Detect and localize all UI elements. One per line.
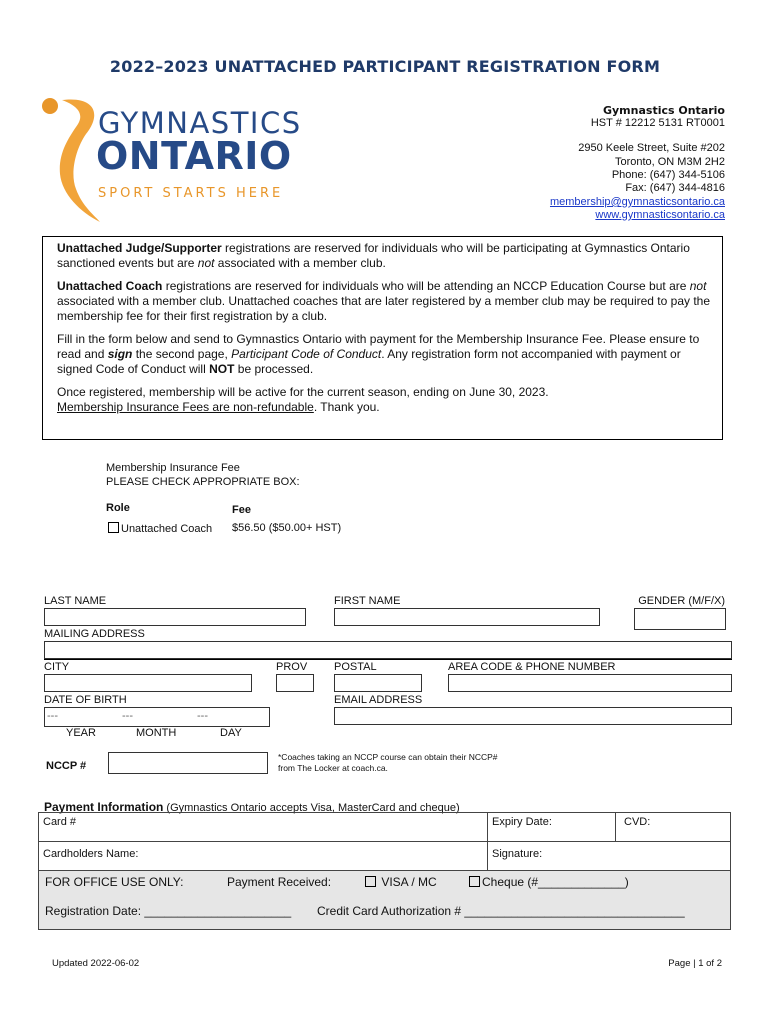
info-box [42,236,723,440]
first-name-label: FIRST NAME [334,595,401,607]
cardholder-name-cell[interactable]: Cardholders Name: [39,842,488,871]
fee-header: Fee [232,504,251,516]
credit-card-authorization-field[interactable]: Credit Card Authorization # _________________________________ [317,904,685,918]
role-option-coach[interactable]: Unattached Coach [108,522,212,535]
logo-tagline: SPORT STARTS HERE [98,186,284,201]
mailing-address-field[interactable] [44,641,732,659]
coach-checkbox[interactable] [108,522,119,533]
postal-field[interactable] [334,674,422,692]
payment-heading: Payment Information (Gymnastics Ontario accepts Visa, MasterCard and cheque) [44,800,460,814]
info-instructions-paragraph: Fill in the form below and send to Gymnastics Ontario with payment for the Membership Insurance Fee. Please ensure to read and sign the second page, Participant Code of Conduct. Any registration form not accompanied with payment or signed Code of Conduct will NOT be processed. [57,332,700,376]
gymnast-swoosh-icon [40,94,102,224]
office-use-label: FOR OFFICE USE ONLY: [45,875,184,889]
nccp-label: NCCP # [46,760,87,772]
role-header: Role [106,502,130,514]
org-fax: Fax: (647) 344-4816 [625,182,725,194]
dob-month-placeholder: --- [122,710,133,722]
mailing-address-label: MAILING ADDRESS [44,628,145,640]
gender-label: GENDER (M/F/X) [638,595,725,607]
prov-label: PROV [276,661,308,673]
nccp-note: *Coaches taking an NCCP course can obtain their NCCP# from The Locker at coach.ca. [278,752,498,773]
prov-field[interactable] [276,674,314,692]
divider [44,659,732,660]
org-address-line2: Toronto, ON M3M 2H2 [614,156,725,168]
org-email-link[interactable]: membership@gymnasticsontario.ca [549,196,725,208]
registration-date-field[interactable]: Registration Date: ______________________ [45,904,292,918]
fee-amount: $56.50 ($50.00+ HST) [232,522,342,534]
expiry-date-cell[interactable]: Expiry Date: [488,813,616,842]
form-title: 2022–2023 UNATTACHED PARTICIPANT REGISTRATION FORM [109,57,661,76]
org-name: Gymnastics Ontario [602,104,725,117]
org-phone: Phone: (647) 344-5106 [611,169,725,181]
org-hst: HST # 12212 5131 RT0001 [590,117,725,129]
dob-field[interactable] [44,707,270,727]
logo-word-gymnastics: GYMNASTICS [98,106,302,140]
visa-checkbox[interactable] [365,876,376,887]
payment-table [38,812,731,930]
fee-instruction: PLEASE CHECK APPROPRIATE BOX: [106,476,300,488]
dob-year-placeholder: --- [47,710,58,722]
postal-label: POSTAL [334,661,377,673]
updated-date: Updated 2022-06-02 [52,958,140,969]
fee-heading: Membership Insurance Fee [106,462,240,474]
phone-label: AREA CODE & PHONE NUMBER [448,661,616,673]
first-name-field[interactable] [334,608,600,626]
last-name-label: LAST NAME [44,595,107,607]
card-number-cell[interactable]: Card # [39,813,488,842]
page-number: Page | 1 of 2 [668,958,722,969]
dob-day-placeholder: --- [197,710,208,722]
payment-received-label: Payment Received: [227,875,332,889]
dob-year-label: YEAR [66,727,96,739]
org-website-link[interactable]: www.gymnasticsontario.ca [595,209,725,221]
cheque-checkbox[interactable] [469,876,480,887]
nccp-field[interactable] [108,752,268,774]
signature-cell[interactable]: Signature: [488,842,730,871]
visa-mc-option[interactable]: VISA / MC [365,875,437,889]
dob-day-label: DAY [220,727,242,739]
org-address-line1: 2950 Keele Street, Suite #202 [578,142,725,154]
logo-word-ontario: ONTARIO [96,134,292,178]
info-membership-paragraph: Once registered, membership will be active for the current season, ending on June 30, 2023. Membership Insurance Fees are non-refundable. Thank you. [57,385,549,414]
gender-field[interactable] [634,608,726,630]
office-use-area [39,871,730,929]
info-judge-paragraph: Unattached Judge/Supporter registrations are reserved for individuals who will be participating at Gymnastics Ontario sanctioned events but are not associated with a member club. [57,241,690,270]
dob-label: DATE OF BIRTH [44,694,127,706]
email-label: EMAIL ADDRESS [334,694,423,706]
last-name-field[interactable] [44,608,306,626]
gymnastics-ontario-logo [40,94,320,224]
cvd-cell[interactable]: CVD: [616,813,730,842]
info-coach-paragraph: Unattached Coach registrations are reserved for individuals who will be attending an NCCP Education Course but are not associated with a member club. Unattached coaches that are later registered by a member club may be required to pay the membership fee for their first registration by a club. [57,279,711,323]
dob-month-label: MONTH [136,727,177,739]
email-field[interactable] [334,707,732,725]
city-field[interactable] [44,674,252,692]
cheque-option[interactable]: Cheque (#_____________) [469,875,629,889]
phone-field[interactable] [448,674,732,692]
city-label: CITY [44,661,70,673]
